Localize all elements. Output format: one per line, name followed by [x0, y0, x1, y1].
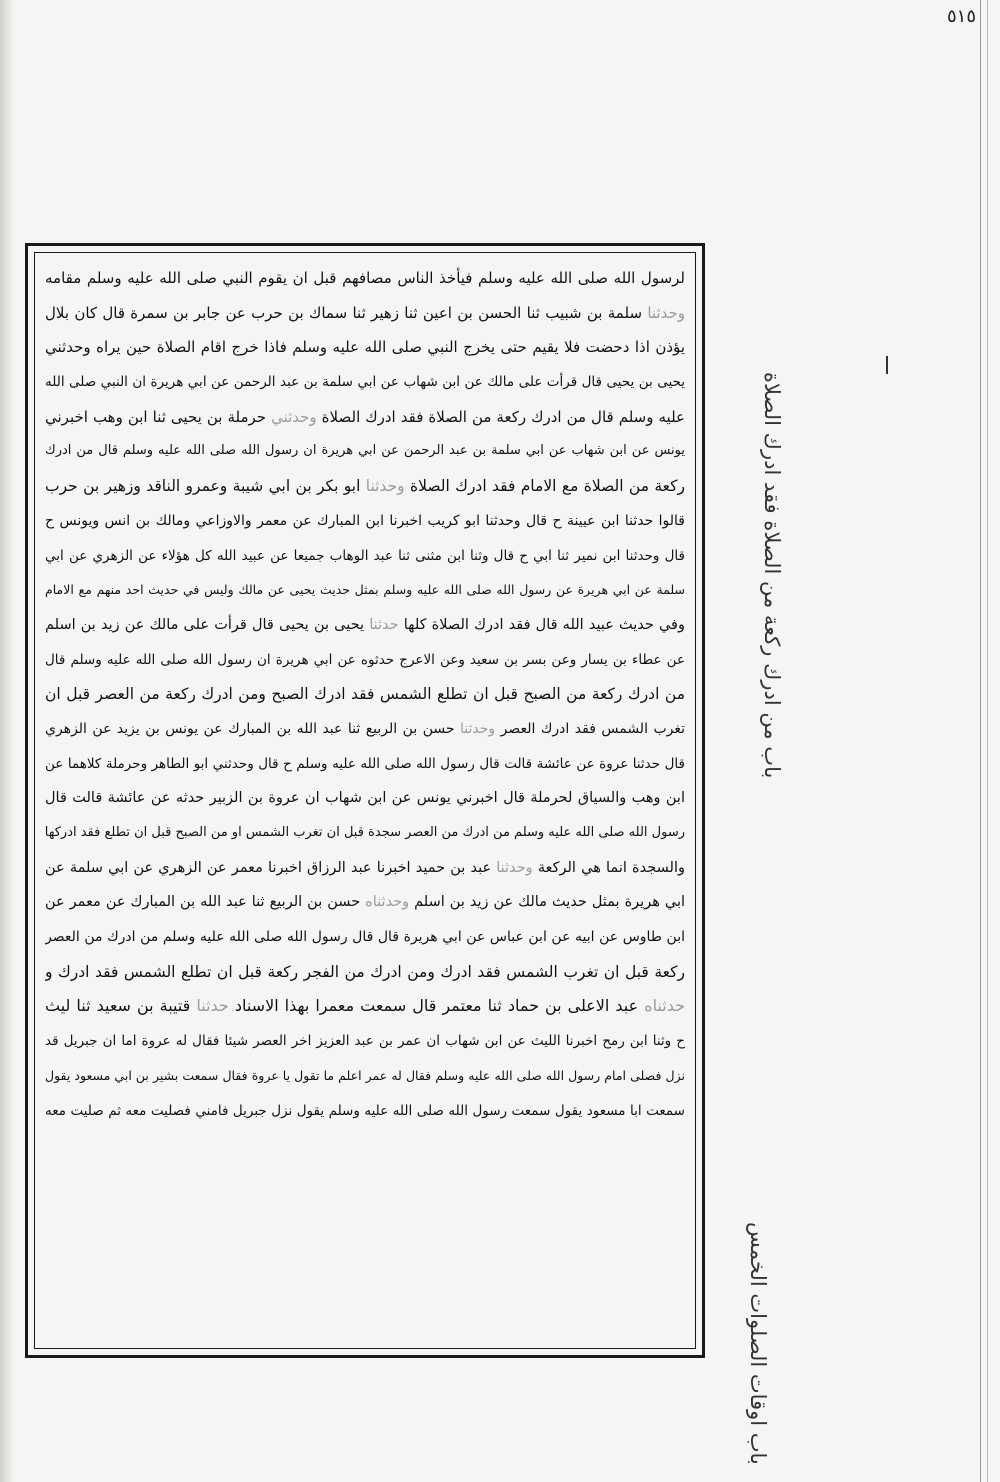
text-segment: عبد الاعلى بن حماد ثنا معتمر قال سمعت معمرا بهذا الاسناد — [228, 996, 645, 1016]
text-line — [45, 330, 685, 365]
text-segment: يونس عن ابن شهاب عن ابي سلمة بن عبد الرحمن عن ابي هريرة ان رسول الله صلى الله عليه وسلم قال من ادرك — [45, 443, 685, 459]
text-segment: قالوا حدثنا ابن عيينة ح قال وحدثنا ابو كريب اخبرنا ابن المبارك عن معمر والاوزاعي ومالك بن انس ويونس ح — [45, 512, 685, 529]
text-line — [45, 573, 685, 608]
isnad-marker: وحدثنا — [459, 720, 496, 737]
text-segment: سمعت ابا مسعود يقول سمعت رسول الله صلى الله عليه وسلم يقول نزل جبريل فامني فصليت معه ثم صليت معه — [45, 1102, 685, 1119]
text-line — [45, 1024, 685, 1059]
text-segment: حسن بن الربيع ثنا عبد الله بن المبارك عن يونس بن يزيد عن الزهري — [45, 720, 460, 737]
main-text-block — [45, 261, 685, 1128]
text-line — [45, 677, 685, 712]
text-line — [45, 1094, 685, 1129]
text-segment: والسجدة انما هي الركعة — [532, 859, 685, 876]
folio-number: ٥١٥ — [946, 6, 976, 27]
text-line — [45, 643, 685, 678]
text-segment: ابن وهب والسياق لحرملة قال اخبرني يونس عن ابن شهاب ان عروة بن الزبير حدثه عن عائشة قالت قال — [45, 790, 685, 807]
text-segment: حرملة بن يحيى ثنا ابن وهب اخبرني — [45, 407, 272, 426]
text-frame-inner — [34, 252, 696, 1349]
text-segment: يؤذن اذا دحضت فلا يقيم حتى يخرج النبي صلى الله عليه وسلم فاذا خرج اقام الصلاة حين يراه وحدثني — [45, 338, 685, 357]
text-segment: عبد بن حميد اخبرنا عبد الرزاق اخبرنا معمر عن الزهري عن ابي سلمة عن — [45, 859, 497, 876]
text-line — [45, 539, 685, 574]
text-line — [45, 608, 685, 643]
text-segment: ركعة قبل ان تغرب الشمس فقد ادرك ومن ادرك من الفجر ركعة قبل ان تطلع الشمس فقد ادرك و — [45, 962, 685, 981]
isnad-marker: حدثنا — [196, 996, 229, 1016]
text-segment: عن عطاء بن يسار وعن بسر بن سعيد وعن الاعرج حدثوه عن ابي هريرة ان رسول الله صلى الله عليه وسلم قال — [45, 651, 685, 668]
text-line — [45, 434, 685, 469]
text-line — [45, 504, 685, 539]
text-line — [45, 747, 685, 782]
text-segment: يحيى بن يحيى قال قرأت على مالك عن زيد بن اسلم — [45, 616, 370, 633]
isnad-marker: وحدثنا — [496, 859, 533, 876]
text-line — [45, 885, 685, 920]
text-line — [45, 296, 685, 331]
text-segment: ابن طاوس عن ابيه عن ابن عباس عن ابي هريرة قال قال رسول الله صلى الله عليه وسلم من ادرك من العصر — [45, 929, 685, 946]
page-edge-lines — [980, 0, 988, 1482]
scan-left-edge — [0, 0, 14, 1482]
text-segment: حسن بن الربيع ثنا عبد الله بن المبارك عن معمر عن — [45, 894, 366, 911]
text-segment: يحيى بن يحيى قال قرأت على مالك عن ابن شهاب عن ابي سلمة بن عبد الرحمن عن ابي هريرة ان النبي صلى الله — [45, 374, 685, 391]
text-segment: وفي حديث عبيد الله قال فقد ادرك الصلاة كلها — [398, 616, 685, 633]
text-line — [45, 955, 685, 990]
text-segment: قال وحدثنا ابن نمير ثنا ابي ح قال وثنا ابن مثنى ثنا عبد الوهاب جميعا عن عبيد الله كل هؤلاء عن الزهري عن ابي — [45, 547, 685, 564]
text-line — [45, 400, 685, 435]
isnad-marker: وحدثنا — [647, 303, 685, 322]
text-line — [45, 851, 685, 886]
text-line — [45, 365, 685, 400]
text-line — [45, 816, 685, 851]
text-segment: لرسول الله صلى الله عليه وسلم فيأخذ الناس مصافهم قبل ان يقوم النبي صلى الله عليه وسلم مقامه — [45, 269, 685, 287]
text-line — [45, 469, 685, 504]
margin-chapter-heading: باب من ادرك ركعة من الصلاة فقد ادرك الصلاة — [760, 372, 784, 779]
text-segment: ابي هريرة بمثل حديث مالك عن زيد بن اسلم — [409, 894, 685, 911]
text-segment: تغرب الشمس فقد ادرك العصر — [495, 720, 685, 737]
text-line — [45, 920, 685, 955]
text-segment: سلمة بن شبيب ثنا الحسن بن اعين ثنا زهير ثنا سماك بن حرب عن جابر بن سمرة قال كان بلال — [45, 303, 648, 322]
text-line — [45, 1059, 685, 1094]
text-line — [45, 781, 685, 816]
text-line — [45, 261, 685, 296]
text-segment: نزل فصلى امام رسول الله صلى الله عليه وسلم فقال له عمر اعلم ما تقول يا عروة فقال سمعت بشير بن ابي مسعود يقول — [45, 1067, 685, 1083]
isnad-marker: وحدثناه — [365, 894, 410, 911]
text-segment: ركعة من الصلاة مع الامام فقد ادرك الصلاة — [404, 477, 685, 496]
isnad-marker: وحدثني — [271, 407, 317, 426]
text-segment: ح وثنا ابن رمح اخبرنا الليث عن ابن شهاب ان عمر بن عبد العزيز اخر العصر شيئا فقال له عروة اما ان جبريل قد — [45, 1033, 685, 1050]
text-segment: قال حدثنا عروة عن عائشة قالت قال رسول الله صلى الله عليه وسلم ح قال وحدثني ابو الطاهر وحرملة كلاهما عن — [45, 755, 685, 772]
text-segment: قتيبة بن سعيد ثنا ليث — [45, 996, 197, 1016]
text-segment: ابو بكر بن ابي شيبة وعمرو الناقد وزهير بن حرب — [45, 477, 366, 496]
text-line — [45, 989, 685, 1024]
text-segment: عليه وسلم قال من ادرك ركعة من الصلاة فقد ادرك الصلاة — [316, 407, 685, 426]
text-line — [45, 712, 685, 747]
margin-mark — [886, 356, 888, 374]
text-segment: من ادرك ركعة من الصبح قبل ان تطلع الشمس فقد ادرك الصبح ومن ادرك ركعة من العصر قبل ان — [45, 685, 685, 704]
isnad-marker: حدثناه — [644, 996, 685, 1016]
isnad-marker: وحدثنا — [365, 477, 405, 496]
margin-chapter-heading: باب اوقات الصلوات الخمس — [746, 1222, 770, 1465]
isnad-marker: حدثنا — [369, 616, 399, 633]
text-segment: رسول الله صلى الله عليه وسلم من ادرك من العصر سجدة قبل ان تغرب الشمس او من الصبح قبل ان تطلع فقد ادركها — [45, 825, 685, 840]
text-segment: سلمة عن ابي هريرة عن رسول الله صلى الله عليه وسلم بمثل حديث يحيى عن مالك وليس في حديث احد منهم مع الامام — [45, 582, 685, 598]
text-frame — [25, 243, 705, 1358]
